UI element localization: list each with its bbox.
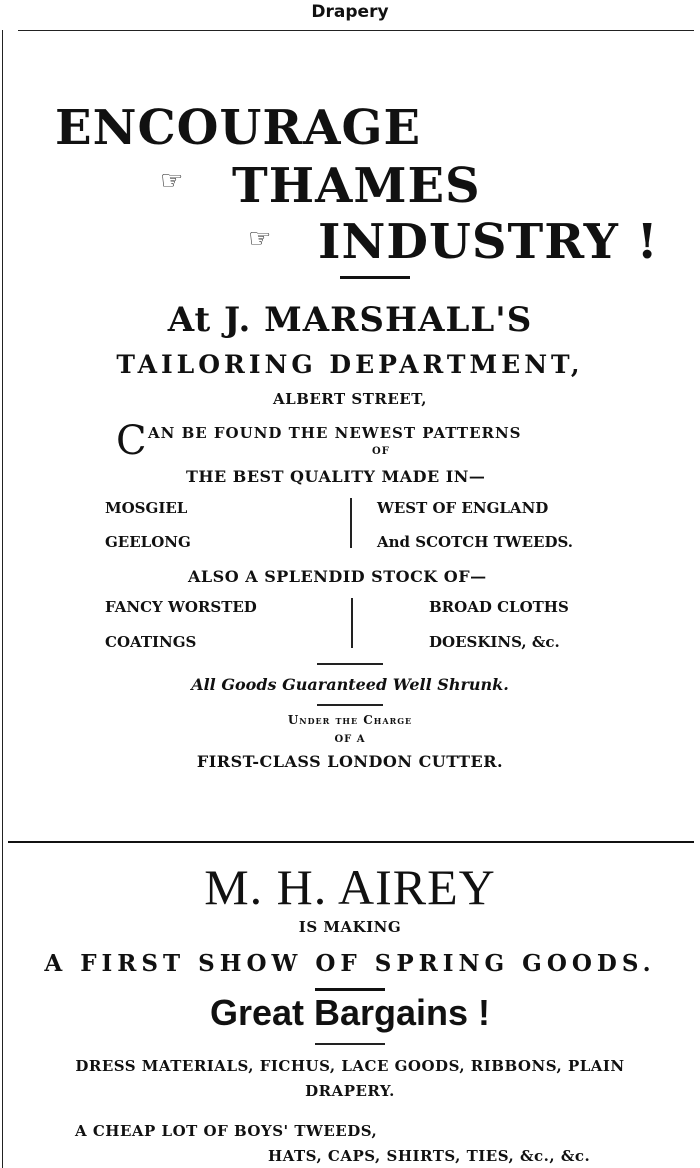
is-making-line: IS MAKING: [298, 918, 402, 936]
drop-cap: C: [116, 418, 147, 464]
of-a-line: OF A: [334, 734, 366, 745]
guarantee-line: All Goods Guaranteed Well Shrunk.: [191, 675, 509, 694]
hats-caps-line: HATS, CAPS, SHIRTS, TIES, &c., &c.: [268, 1147, 591, 1165]
item-fancy-worsted: FANCY WORSTED: [105, 598, 257, 616]
great-bargains-line: Great Bargains !: [209, 992, 491, 1033]
headline-thames: THAMES: [232, 158, 481, 214]
materials-line-1: DRESS MATERIALS, FICHUS, LACE GOODS, RIBBONS, PLAIN: [75, 1057, 625, 1075]
best-quality-line: THE BEST QUALITY MADE IN—: [186, 467, 486, 486]
materials-line-2: DRAPERY.: [305, 1082, 395, 1100]
first-show-line: A FIRST SHOW OF SPRING GOODS.: [44, 950, 656, 977]
headline-industry: INDUSTRY !: [318, 214, 659, 270]
column-divider: [350, 498, 352, 548]
header-divider: [18, 30, 694, 31]
section-title: Drapery: [311, 2, 389, 22]
decorative-rule: [340, 276, 410, 279]
origin-scotch-tweeds: And SCOTCH TWEEDS.: [377, 533, 573, 551]
headline-encourage: ENCOURAGE: [55, 100, 422, 156]
decorative-rule: [317, 663, 383, 665]
splendid-stock-line: ALSO A SPLENDID STOCK OF—: [188, 567, 487, 586]
item-coatings: COATINGS: [105, 633, 197, 651]
tailoring-department: TAILORING DEPARTMENT,: [116, 350, 584, 379]
marshall-name: At J. MARSHALL'S: [167, 300, 533, 340]
london-cutter-line: FIRST-CLASS LONDON CUTTER.: [196, 752, 504, 771]
pointing-hand-icon: ☞: [160, 166, 184, 196]
item-doeskins: DOESKINS, &c.: [429, 633, 560, 651]
street-name: ALBERT STREET,: [273, 390, 427, 408]
patterns-line: AN BE FOUND THE NEWEST PATTERNS: [148, 424, 522, 442]
column-divider: [351, 598, 353, 648]
ad-separator: [8, 841, 694, 843]
under-charge-line: Under the Charge: [287, 713, 413, 727]
of-word: OF: [372, 446, 390, 457]
decorative-rule: [317, 704, 383, 706]
origin-west-of-england: WEST OF ENGLAND: [377, 499, 549, 517]
cheap-lot-line: A CHEAP LOT OF BOYS' TWEEDS,: [75, 1122, 378, 1140]
pointing-hand-icon: ☞: [248, 224, 272, 254]
airey-name: M. H. AIREY: [204, 859, 496, 915]
decorative-rule: [315, 1043, 385, 1045]
origin-geelong: GEELONG: [105, 533, 191, 551]
decorative-rule: [315, 988, 385, 991]
origin-mosgiel: MOSGIEL: [105, 499, 188, 517]
item-broad-cloths: BROAD CLOTHS: [429, 598, 569, 616]
